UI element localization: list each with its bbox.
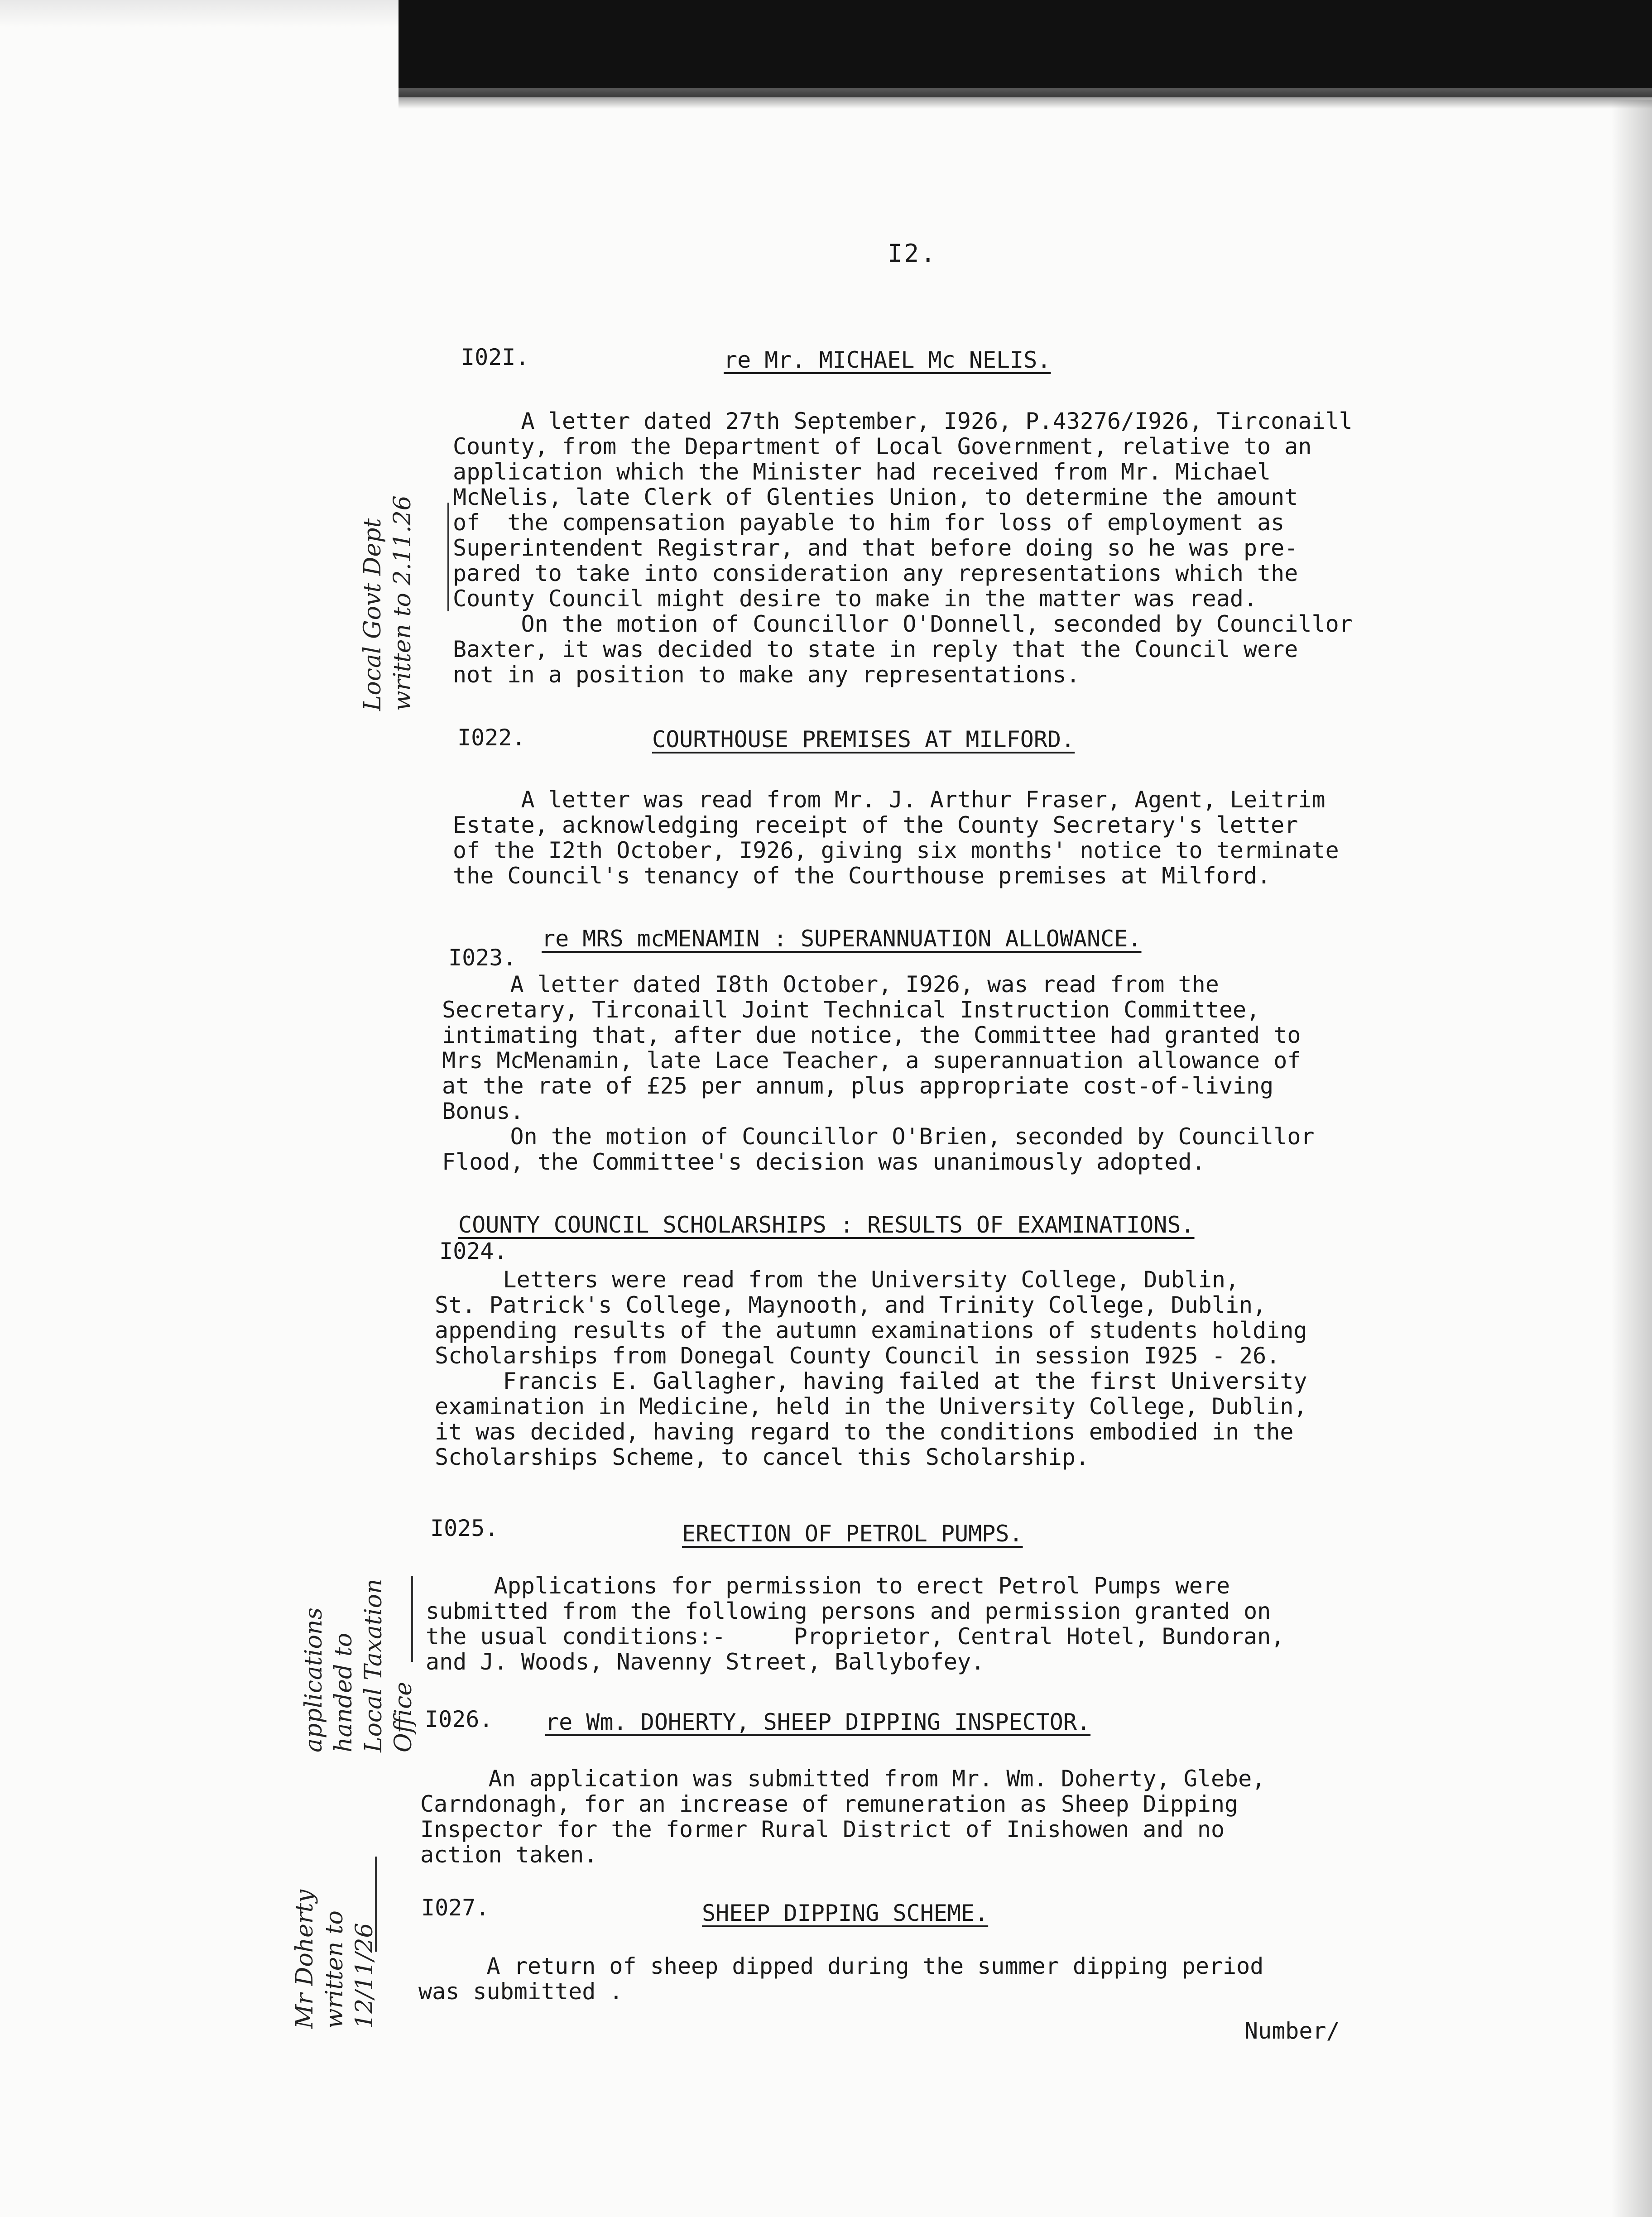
item-body: A letter dated 27th September, I926, P.43276/I926, Tirconaill County, from the Department of Local Government, relative to an application which the Minister had received from Mr. Michael McNelis, late Clerk of Glenties Union, to determine the amount of the compensation payable to him for loss of employment as Superintendent Registrar, and that before doing so he was pre- pared to take into consideration any representations which the County Council might desire to make in the matter was read. On the motion of Councillor O'Donnell, seconded by Councillor Baxter, it was decided to state in reply that the Council were not in a position to make any representations.	[453, 408, 1353, 688]
item-heading: re MRS mcMENAMIN : SUPERANNUATION ALLOWANCE.	[542, 926, 1142, 952]
margin-note-handwritten: Local Govt Dept written to 2.11.26	[359, 495, 416, 711]
margin-bracket	[447, 503, 449, 611]
item-number: I025.	[430, 1515, 499, 1541]
item-number: I027.	[421, 1895, 490, 1921]
catchword: Number/	[1244, 2018, 1340, 2044]
item-number: I022.	[457, 725, 526, 751]
item-body: A letter dated I8th October, I926, was read from the Secretary, Tirconaill Joint Technical Instruction Committee, intimating that, after due notice, the Committee had granted to Mrs McMenamin, late Lace Teacher, a superannuation allowance of at the rate of £25 per annum, plus appropriate cost-of-living Bonus. On the motion of Councillor O'Brien, seconded by Councillor Flood, the Committee's decision was unanimously adopted.	[442, 971, 1315, 1175]
scan-border-top	[399, 0, 1652, 97]
item-number: I02I.	[461, 344, 529, 370]
item-body: A return of sheep dipped during the summer dipping period was submitted .	[418, 1953, 1264, 2005]
item-body: An application was submitted from Mr. Wm. Doherty, Glebe, Carndonagh, for an increase of remuneration as Sheep Dipping Inspector for the former Rural District of Inishowen and no action taken.	[420, 1766, 1266, 1868]
margin-note-handwritten: Mr Doherty written to 12/11/26	[291, 1889, 378, 2029]
item-number: I023.	[448, 945, 517, 971]
item-heading: re Wm. DOHERTY, SHEEP DIPPING INSPECTOR.	[545, 1709, 1091, 1735]
scan-border-right	[1611, 100, 1652, 2217]
page-number: I2.	[888, 239, 937, 268]
item-heading: SHEEP DIPPING SCHEME.	[702, 1900, 989, 1926]
item-heading: COUNTY COUNCIL SCHOLARSHIPS : RESULTS OF EXAMINATIONS.	[458, 1212, 1195, 1238]
item-heading: COURTHOUSE PREMISES AT MILFORD.	[652, 726, 1075, 753]
item-body: Letters were read from the University College, Dublin, St. Patrick's College, Maynooth, and Trinity College, Dublin, appending results of the autumn examinations of students holding Scholarships from Donegal County Council in session I925 - 26. Francis E. Gallagher, having failed at the first University examination in Medicine, held in the University College, Dublin, it was decided, having regard to the conditions embodied in the Scholarships Scheme, to cancel this Scholarship.	[435, 1267, 1307, 1470]
item-heading: re Mr. MICHAEL Mc NELIS.	[724, 347, 1051, 373]
item-heading: ERECTION OF PETROL PUMPS.	[682, 1521, 1023, 1547]
item-body: A letter was read from Mr. J. Arthur Fraser, Agent, Leitrim Estate, acknowledging receipt of the County Secretary's letter of the I2th October, I926, giving six months' notice to terminate the Council's tenancy of the Courthouse premises at Milford.	[453, 787, 1339, 889]
item-number: I026.	[425, 1706, 493, 1732]
margin-note-handwritten: applications handed to Local Taxation Office	[300, 1579, 417, 1752]
item-number: I024.	[439, 1238, 508, 1264]
scan-artifact-top-left	[0, 0, 399, 27]
item-body: Applications for permission to erect Petrol Pumps were submitted from the following persons and permission granted on the usual conditions:- Proprietor, Central Hotel, Bundoran, and J. Woods, Navenny Street, Ballybofey.	[426, 1573, 1285, 1675]
scan-border-shadow	[399, 88, 1652, 109]
